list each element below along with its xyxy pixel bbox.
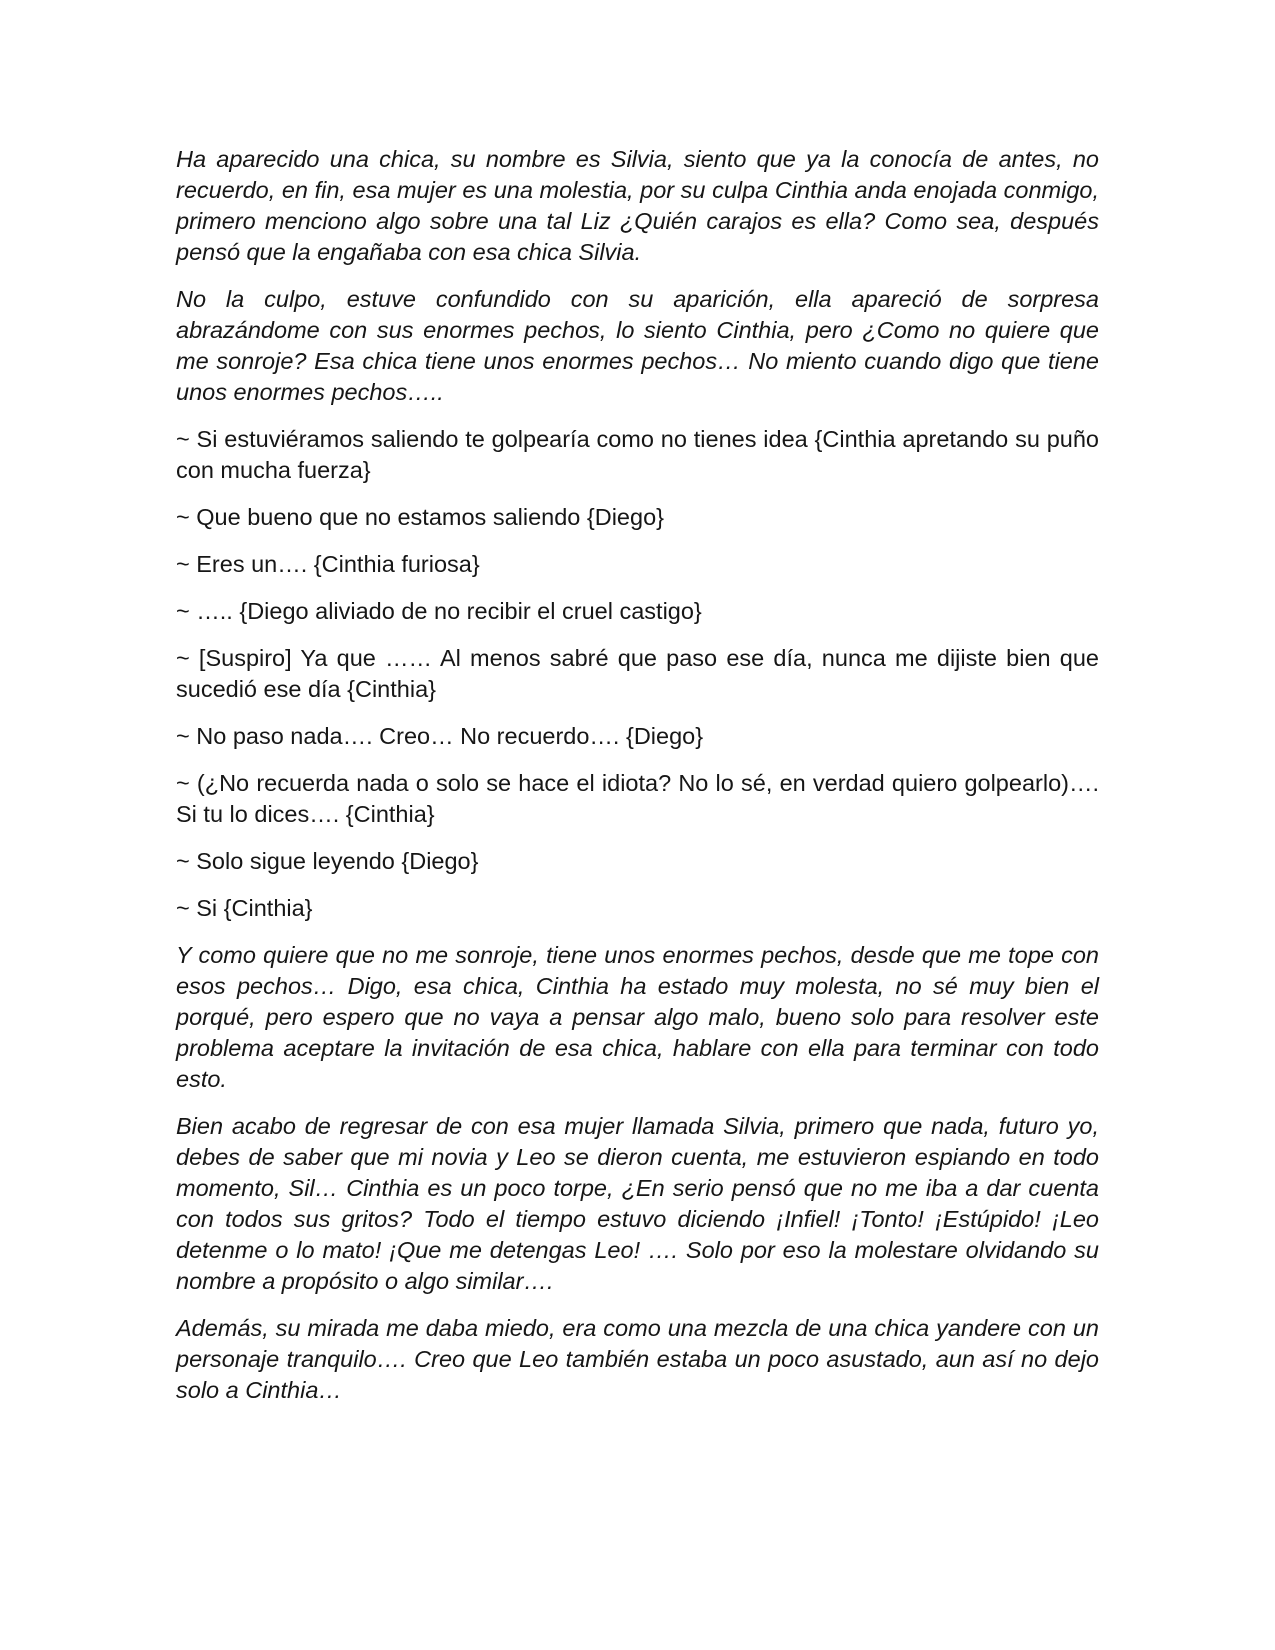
narrative-paragraph: Bien acabo de regresar de con esa mujer llamada Silvia, primero que nada, futuro yo, debes de saber que mi novia y Leo se dieron cuenta, me estuvieron espiando en todo momento, Sil… Cinthia es un poco torpe, ¿En serio pensó que no me iba a dar cuenta con todos sus gritos? Todo el tiempo estuvo diciendo ¡Infiel! ¡Tonto! ¡Estúpido! ¡Leo detenme o lo mato! ¡Que me detengas Leo! …. Solo por eso la molestare olvidando su nombre a propósito o algo similar…. <box>176 1113 1099 1294</box>
document-body <box>176 144 1099 1422</box>
dialogue-line: ~ Solo sigue leyendo {Diego} <box>176 848 479 874</box>
dialogue-line: ~ Eres un…. {Cinthia furiosa} <box>176 551 480 577</box>
dialogue-line: ~ Si estuviéramos saliendo te golpearía como no tienes idea {Cinthia apretando su puño con mucha fuerza} <box>176 426 1099 483</box>
narrative-paragraph: No la culpo, estuve confundido con su aparición, ella apareció de sorpresa abrazándome con sus enormes pechos, lo siento Cinthia, pero ¿Como no quiere que me sonroje? Esa chica tiene unos enormes pechos… No miento cuando digo que tiene unos enormes pechos….. <box>176 286 1099 405</box>
narrative-paragraph: Además, su mirada me daba miedo, era como una mezcla de una chica yandere con un personaje tranquilo…. Creo que Leo también estaba un poco asustado, aun así no dejo solo a Cinthia… <box>176 1315 1099 1403</box>
dialogue-line: ~ ….. {Diego aliviado de no recibir el cruel castigo} <box>176 598 702 624</box>
dialogue-line: ~ [Suspiro] Ya que …… Al menos sabré que paso ese día, nunca me dijiste bien que sucedió ese día {Cinthia} <box>176 645 1099 702</box>
narrative-paragraph: Ha aparecido una chica, su nombre es Silvia, siento que ya la conocía de antes, no recuerdo, en fin, esa mujer es una molestia, por su culpa Cinthia anda enojada conmigo, primero menciono algo sobre una tal Liz ¿Quién carajos es ella? Como sea, después pensó que la engañaba con esa chica Silvia. <box>176 146 1099 265</box>
narrative-paragraph: Y como quiere que no me sonroje, tiene unos enormes pechos, desde que me tope con esos pechos… Digo, esa chica, Cinthia ha estado muy molesta, no sé muy bien el porqué, pero espero que no vaya a pensar algo malo, bueno solo para resolver este problema aceptare la invitación de esa chica, hablare con ella para terminar con todo esto. <box>176 942 1099 1092</box>
dialogue-line: ~ Si {Cinthia} <box>176 895 313 921</box>
dialogue-line: ~ Que bueno que no estamos saliendo {Diego} <box>176 504 664 530</box>
dialogue-line: ~ (¿No recuerda nada o solo se hace el idiota? No lo sé, en verdad quiero golpearlo)…. Si tu lo dices…. {Cinthia} <box>176 770 1099 827</box>
dialogue-line: ~ No paso nada…. Creo… No recuerdo…. {Diego} <box>176 723 704 749</box>
